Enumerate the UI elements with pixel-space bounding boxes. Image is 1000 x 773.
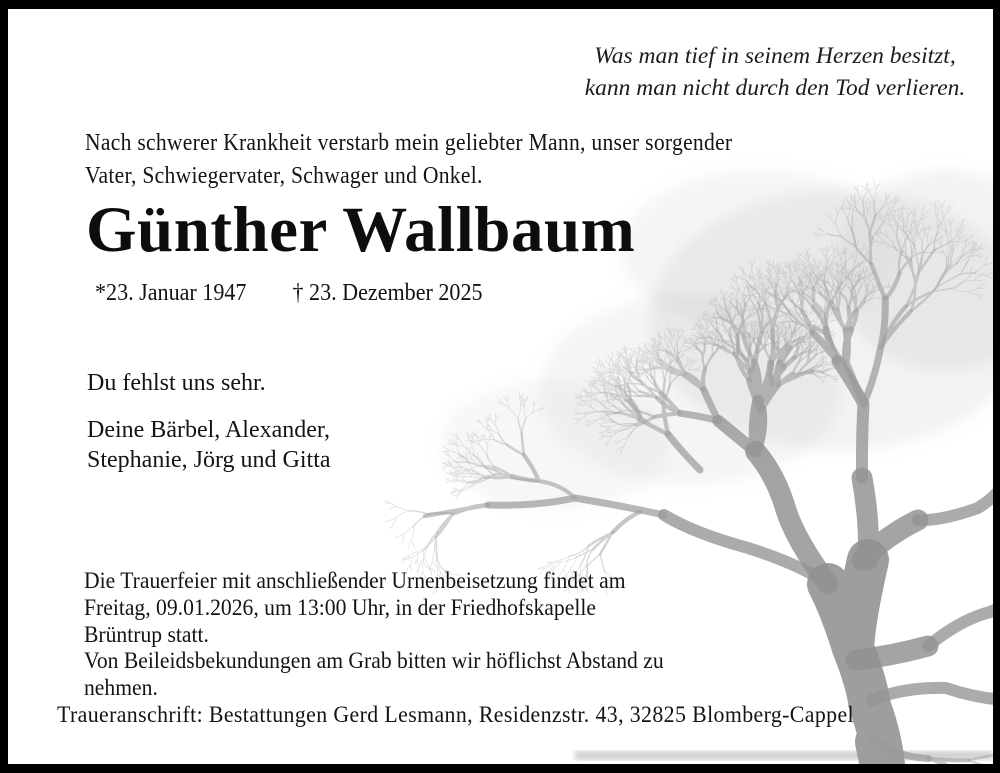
postal-address: Traueranschrift: Bestattungen Gerd Lesmann, Residenzstr. 43, 32825 Blomberg-Cappel (57, 702, 854, 727)
family-signature (87, 415, 331, 475)
intro-line-2: Vater, Schwiegervater, Schwager und Onkel. (85, 163, 483, 189)
condolence-line-2: nehmen. (84, 675, 158, 701)
birth-date: *23. Januar 1947 (95, 280, 247, 306)
intro-line-1: Nach schwerer Krankheit verstarb mein geliebter Mann, unser sorgender (85, 130, 733, 156)
scan-border-right (993, 6, 1000, 773)
deceased-name: Günther Wallbaum (86, 194, 636, 266)
scan-border-bottom (0, 764, 1000, 773)
family-line-1: Deine Bärbel, Alexander, (87, 417, 330, 443)
scan-border-top (0, 0, 1000, 9)
scan-border-left (0, 0, 8, 773)
memorial-quote (565, 40, 985, 104)
funeral-details (84, 568, 664, 702)
memorial-quote-line-2: kann man nicht durch den Tod verlieren. (584, 75, 966, 101)
funeral-line-3: Brüntrup statt. (84, 621, 209, 647)
farewell-text: Du fehlst uns sehr. (87, 370, 266, 396)
condolence-line-1: Von Beileidsbekundungen am Grab bitten wir höflichst Abstand zu (84, 648, 664, 674)
funeral-line-2: Freitag, 09.01.2026, um 13:00 Uhr, in der Friedhofskapelle (84, 594, 596, 620)
life-dates (95, 280, 483, 307)
funeral-line-1: Die Trauerfeier mit anschließender Urnenbeisetzung findet am (84, 568, 626, 593)
intro-text (85, 127, 732, 193)
family-line-2: Stephanie, Jörg und Gitta (87, 447, 331, 473)
memorial-quote-line-1: Was man tief in seinem Herzen besitzt, (594, 43, 956, 69)
death-date: † 23. Dezember 2025 (292, 280, 483, 306)
